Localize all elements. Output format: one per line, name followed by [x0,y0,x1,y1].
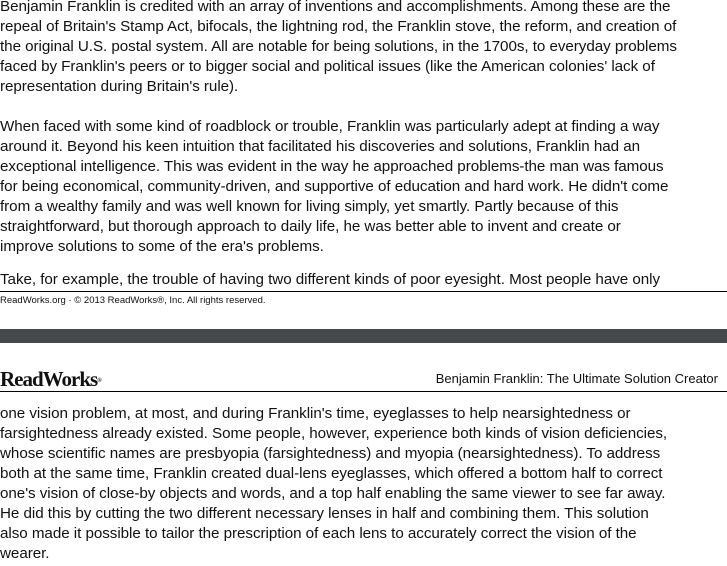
text-line: one's vision of close-by objects and words, and a top half enabling the same viewer to see far away. [0,485,666,502]
text-line: around it. Beyond his keen intuition that facilitated his discoveries and solutions, Franklin had an [0,138,641,155]
text-line: the original U.S. postal system. All are notable for being solutions, in the 1700s, to everyday problems [0,38,677,55]
logo-text: ReadWorks [0,367,98,391]
text-line: wearer. [0,545,50,562]
page-break [0,329,727,343]
text-line: one vision problem, at most, and during Franklin's time, eyeglasses to help nearsightedness or [0,405,631,422]
text-line: repeal of Britain's Stamp Act, bifocals, the lightning rod, the Franklin stove, the reform, and creation of [0,18,677,35]
text-line: Benjamin Franklin is credited with an array of inventions and accomplishments. Among these are the [0,0,671,15]
text-line: faced by Franklin's peers or to bigger social and political issues (like the American colonies' lack of [0,58,655,75]
copyright-footer: ReadWorks.org · © 2013 ReadWorks®, Inc. All rights reserved. [0,295,266,306]
text-line: farsightedness already existed. Some people, however, experience both kinds of vision deficiencies, [0,425,668,442]
registered-mark: ® [97,378,102,384]
text-line: for being economical, community-driven, and supportive of education and hard work. He didn't come [0,178,669,195]
text-line: exceptional intelligence. This was evident in the way he approached problems-the man was famous [0,158,664,175]
document-title: Benjamin Franklin: The Ultimate Solution Creator [435,371,718,386]
text-line: straightforward, but thorough approach to daily life, he was better able to invent and create or [0,218,621,235]
text-line: He did this by cutting the two different necessary lenses in half and combining them. This solution [0,505,649,522]
text-line: both at the same time, Franklin created dual-lens eyeglasses, which offered a bottom half to correct [0,465,663,482]
text-line: When faced with some kind of roadblock or trouble, Franklin was particularly adept at finding a way [0,118,660,135]
text-line: also made it possible to tailor the prescription of each lens to accurately correct the vision of the [0,525,637,542]
paragraph-3 [0,270,724,290]
text-line: improve solutions to some of the era's problems. [0,238,324,255]
text-line: whose scientific names are presbyopia (farsightedness) and myopia (nearsightedness). To address [0,445,661,462]
readworks-logo [0,366,102,392]
footer-divider [0,291,727,292]
paragraph-2 [0,117,724,257]
header-divider [0,391,727,392]
paragraph-1 [0,0,724,97]
text-line: representation during Britain's rule). [0,78,239,95]
text-line: from a wealthy family and was well known for living simply, yet smartly. Partly because of this [0,198,619,215]
paragraph-4 [0,404,724,564]
text-line: Take, for example, the trouble of having two different kinds of poor eyesight. Most people have only [0,271,660,288]
